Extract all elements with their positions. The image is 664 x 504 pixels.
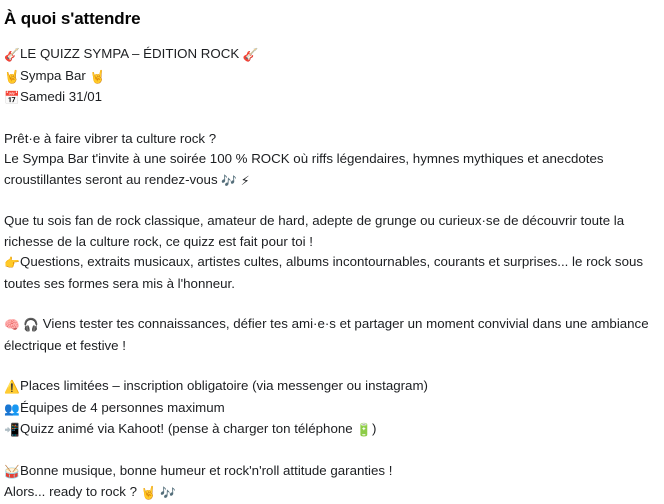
practical-info-registration (4, 376, 658, 398)
rock-hand-icon-right: 🤘 (89, 68, 106, 84)
practical-info-kahoot (4, 419, 658, 441)
practical-info-teams-text: Équipes de 4 personnes maximum (20, 399, 225, 415)
lightning-icon: ⚡ (240, 172, 250, 188)
event-line-date (4, 87, 658, 109)
headphone-icon: 🎧 (23, 317, 40, 332)
invite-paragraph (4, 314, 658, 356)
practical-info-kahoot-text-after: ) (372, 421, 377, 436)
content-list-paragraph (4, 252, 658, 294)
practical-info-registration-text: Places limitées – inscription obligatoire (via messenger ou instagram) (20, 378, 428, 393)
culture-paragraph (4, 211, 658, 252)
event-line-title (4, 44, 658, 66)
calendar-icon: 📅 (4, 90, 20, 105)
intro-description (4, 149, 658, 191)
event-details-block (4, 44, 658, 109)
event-title-text: LE QUIZZ SYMPA – ÉDITION ROCK (20, 46, 240, 61)
practical-info-kahoot-text: Quizz animé via Kahoot! (pense à charger ton téléphone (20, 421, 357, 436)
event-venue-text: Sympa Bar (20, 67, 86, 83)
mobile-phone-icon: 📲 (4, 422, 20, 437)
practical-info-teams (4, 398, 658, 420)
intro-description-text: Le Sympa Bar t'invite à une soirée 100 % ROCK où riffs légendaires, hymnes mythiques et anecdotes croustillantes seront au rendez-vous (4, 151, 604, 187)
event-date-text: Samedi 31/01 (20, 89, 103, 104)
musical-notes-icon: 🎶 (221, 172, 237, 188)
rock-hand-icon-closing: 🤘 (140, 485, 157, 500)
invite-text: Viens tester tes connaissances, défier tes ami·e·s et partager un moment convivial dans une ambiance électrique et festive ! (4, 316, 649, 353)
culture-paragraph-text: Que tu sois fan de rock classique, amateur de hard, adepte de grunge ou curieux·se de découvrir toute la richesse de la culture rock, ce quizz est fait pour toi ! (4, 213, 625, 249)
closing-guarantee-text: Bonne musique, bonne humeur et rock'n'roll attitude garanties ! (20, 462, 393, 478)
rock-hand-icon: 🤘 (4, 68, 20, 84)
intro-question-text: Prêt·e à faire vibrer ta culture rock ? (4, 130, 217, 146)
guitar-icon-right: 🎸 (242, 47, 259, 62)
closing-line-guarantee (4, 461, 658, 483)
practical-info-block (4, 376, 658, 441)
page-title: À quoi s'attendre (4, 9, 141, 28)
pointing-right-icon: 👉 (4, 255, 20, 270)
battery-icon: 🔋 (356, 422, 373, 437)
closing-cta-text: Alors... ready to rock ? (4, 484, 141, 499)
intro-question (4, 129, 658, 150)
warning-icon: ⚠️ (4, 379, 20, 394)
post-body (4, 44, 658, 504)
content-list-text: Questions, extraits musicaux, artistes cultes, albums incontournables, courants et surprises... le rock sous toutes ses formes sera mis à l'honneur. (4, 254, 644, 291)
guitar-icon: 🎸 (4, 47, 20, 62)
musical-notes-icon-closing: 🎶 (160, 485, 176, 500)
busts-in-silhouette-icon: 👥 (4, 400, 20, 416)
closing-block (4, 461, 658, 504)
closing-line-cta (4, 482, 658, 504)
brain-icon: 🧠 (4, 317, 20, 332)
drum-icon: 🥁 (4, 463, 20, 479)
event-line-venue (4, 66, 658, 88)
